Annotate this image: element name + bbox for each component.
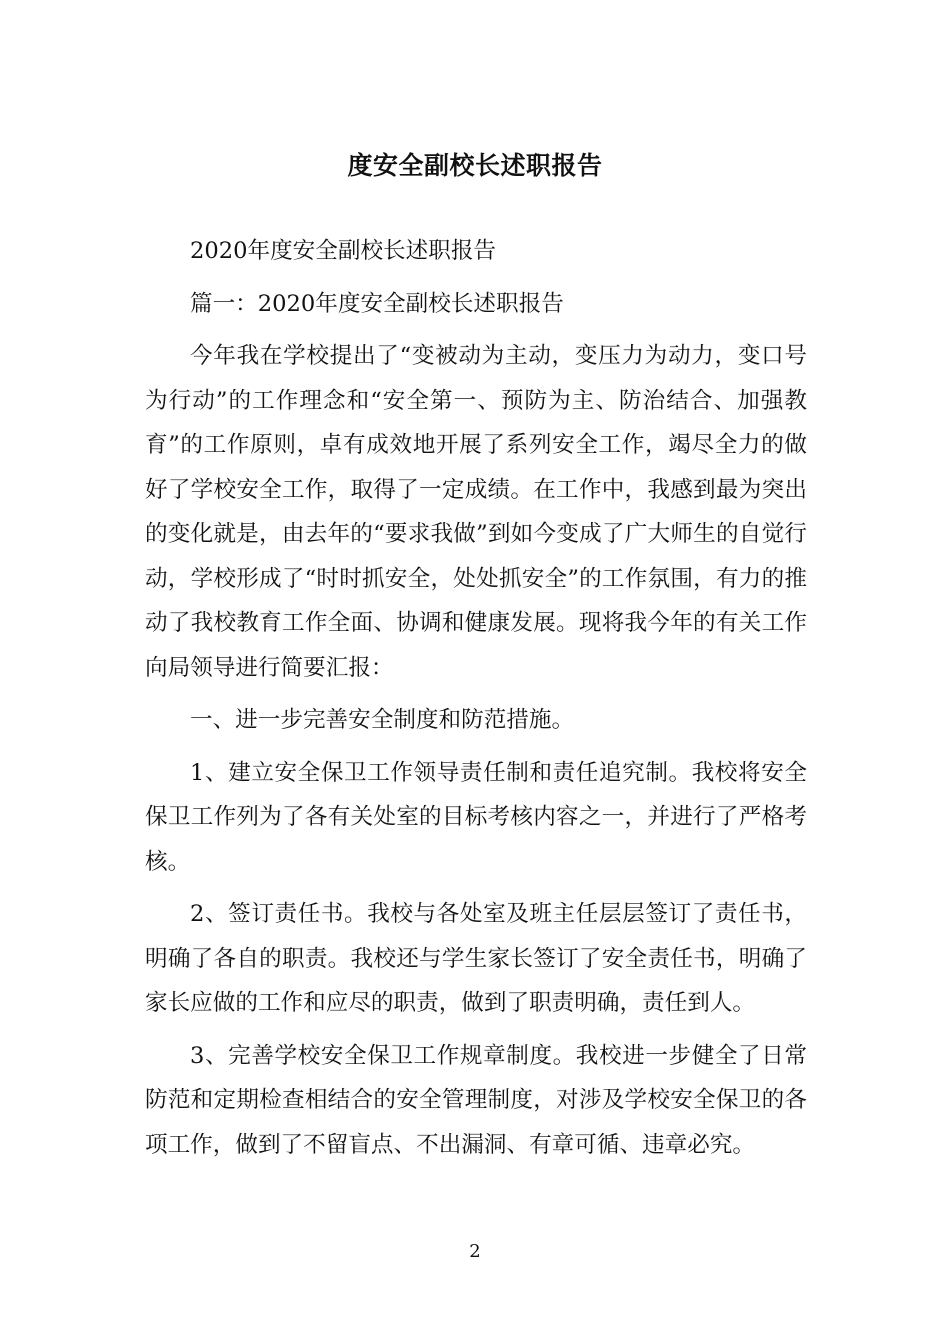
- paragraph-item-1: 1、建立安全保卫工作领导责任制和责任追究制。我校将安全保卫工作列为了各有关处室的目标考核内容之一，并进行了严格考核。: [145, 759, 807, 875]
- document-body: [145, 229, 807, 1167]
- paragraph-item-2: 2、签订责任书。我校与各处室及班主任层层签订了责任书，明确了各自的职责。我校还与学生家长签订了安全责任书，明确了家长应做的工作和应尽的职责，做到了职责明确，责任到人。: [145, 901, 807, 1016]
- paragraph-gap: [145, 1026, 807, 1034]
- paragraph-chapter-heading: 篇一：2020年度安全副校长述职报告: [190, 290, 564, 317]
- document-title: 度安全副校长述职报告: [347, 151, 603, 180]
- paragraph-gap: [145, 326, 807, 334]
- paragraph-gap: [145, 884, 807, 892]
- paragraph-item-3: 3、完善学校安全保卫工作规章制度。我校进一步健全了日常防范和定期检查相结合的安全管理制度，对涉及学校安全保卫的各项工作，做到了不留盲点、不出漏洞、有章可循、违章必究。: [145, 1042, 807, 1158]
- page-number: 2: [469, 1241, 481, 1262]
- paragraph-gap: [145, 743, 807, 751]
- paragraph-section-one: 一、进一步完善安全制度和防范措施。: [190, 707, 575, 733]
- paragraph-gap: [145, 690, 807, 698]
- paragraph-intro: 今年我在学校提出了“变被动为主动，变压力为动力，变口号为行动”的工作理念和“安全第一、预防为主、防治结合、加强教育”的工作原则，卓有成效地开展了系列安全工作，竭尽全力的做好了学校安全工作，取得了一定成绩。在工作中，我感到最为突出的变化就是，由去年的“要求我做”到如今变成了广大师生的自觉行动，学校形成了“时时抓安全，处处抓安全”的工作氛围，有力的推动了我校教育工作全面、协调和健康发展。现将我今年的有关工作向局领导进行简要汇报：: [145, 343, 807, 681]
- paragraph-gap: [145, 274, 807, 282]
- paragraph-report-heading: 2020年度安全副校长述职报告: [190, 238, 497, 264]
